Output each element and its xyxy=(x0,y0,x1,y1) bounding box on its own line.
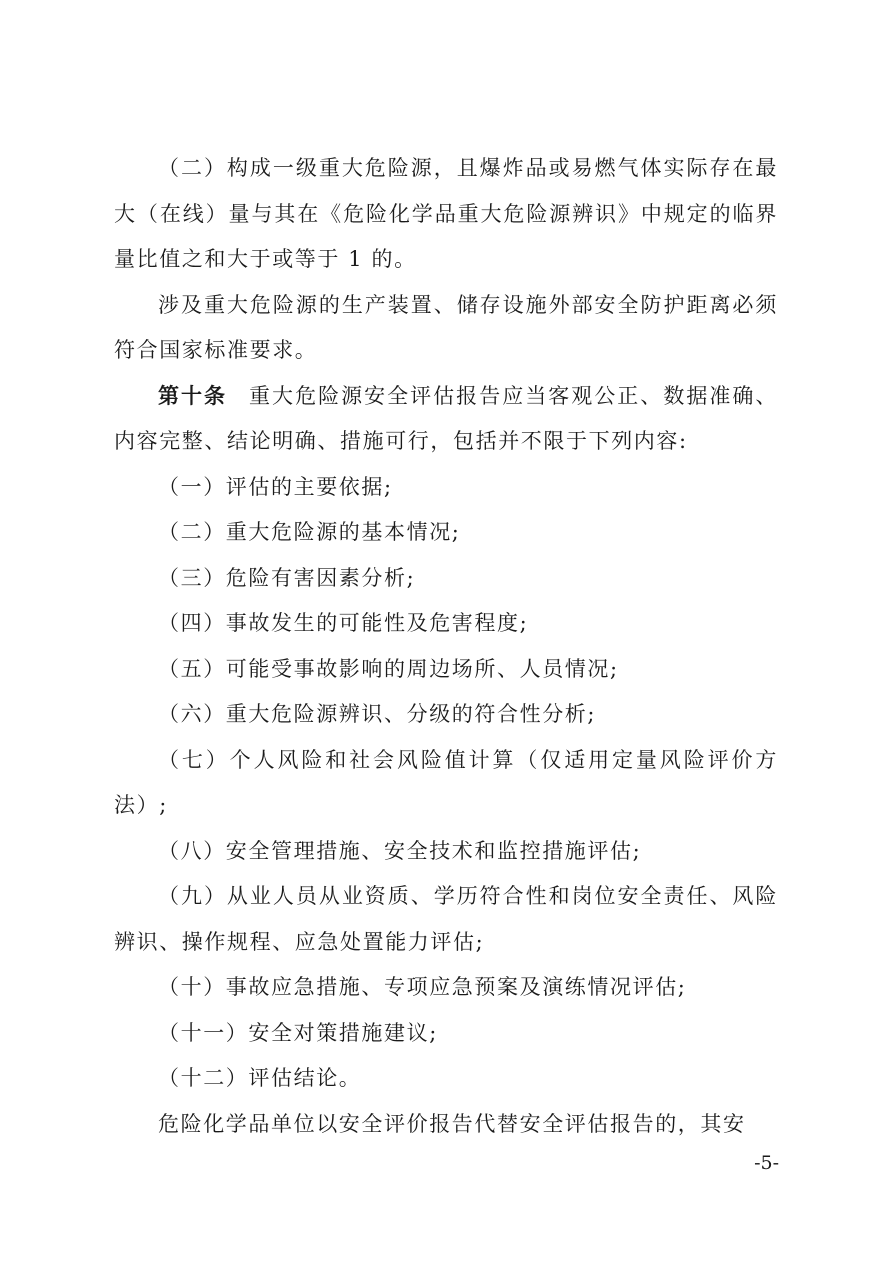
list-item: （二）重大危险源的基本情况; xyxy=(158,520,461,544)
list-item: （十二）评估结论。 xyxy=(158,1066,362,1090)
list-item: （十）事故应急措施、专项应急预案及演练情况评估; xyxy=(158,975,687,999)
article-ten-label: 第十条 xyxy=(158,383,228,408)
list-item: （四）事故发生的可能性及危害程度; xyxy=(158,611,529,635)
article-ten-text: 重大危险源安全评估报告应当客观公正、数据准确、内容完整、结论明确、措施可行，包括并不限于下列内容: xyxy=(114,383,778,453)
article-ten xyxy=(114,374,778,465)
paragraph-protection-distance: 涉及重大危险源的生产装置、储存设施外部安全防护距离必须符合国家标准要求。 xyxy=(114,292,778,362)
paragraph-continuation: 危险化学品单位以安全评价报告代替安全评估报告的，其安 xyxy=(158,1111,746,1136)
page-number: -5- xyxy=(754,1152,779,1174)
list-item: （七）个人风险和社会风险值计算（仅适用定量风险评价方法）; xyxy=(114,747,778,817)
document-body xyxy=(114,146,778,1147)
list-item: （九）从业人员从业资质、学历符合性和岗位安全责任、风险辨识、操作规程、应急处置能力评估; xyxy=(114,884,778,954)
list-item: （五）可能受事故影响的周边场所、人员情况; xyxy=(158,656,619,681)
list-item: （六）重大危险源辨识、分级的符合性分析; xyxy=(158,702,597,726)
list-item: （八）安全管理措施、安全技术和监控措施评估; xyxy=(158,838,642,863)
list-item: （三）危险有害因素分析; xyxy=(158,565,416,590)
paragraph-item-two-criteria: （二）构成一级重大危险源，且爆炸品或易燃气体实际存在最大（在线）量与其在《危险化学品重大危险源辨识》中规定的临界量比值之和大于或等于 1 的。 xyxy=(114,156,778,271)
list-item: （一）评估的主要依据; xyxy=(158,474,393,499)
list-item: （十一）安全对策措施建议; xyxy=(158,1020,438,1045)
